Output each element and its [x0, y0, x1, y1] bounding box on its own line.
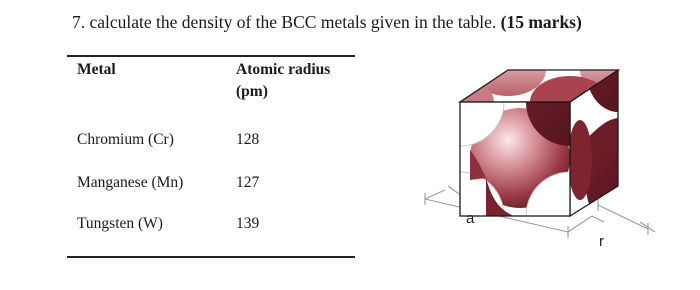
cell-metal-tungsten: Tungsten (W)	[77, 215, 163, 232]
header-atomic-radius: Atomic radius (pm)	[236, 61, 331, 100]
cell-radius-tungsten: 139	[236, 215, 260, 232]
edge-length-label: a	[466, 210, 475, 227]
question-prompt: 7. calculate the density of the BCC metals given in the table.	[72, 12, 497, 32]
cell-metal-manganese: Manganese (Mn)	[77, 174, 184, 191]
header-metal: Metal	[77, 61, 116, 78]
side-face	[568, 28, 650, 228]
cell-radius-chromium: 128	[236, 131, 260, 148]
atomic-radius-label: r	[599, 233, 604, 250]
cell-metal-chromium: Chromium (Cr)	[77, 131, 174, 148]
cell-radius-manganese: 127	[236, 174, 260, 191]
question-marks: (15 marks)	[500, 12, 582, 32]
